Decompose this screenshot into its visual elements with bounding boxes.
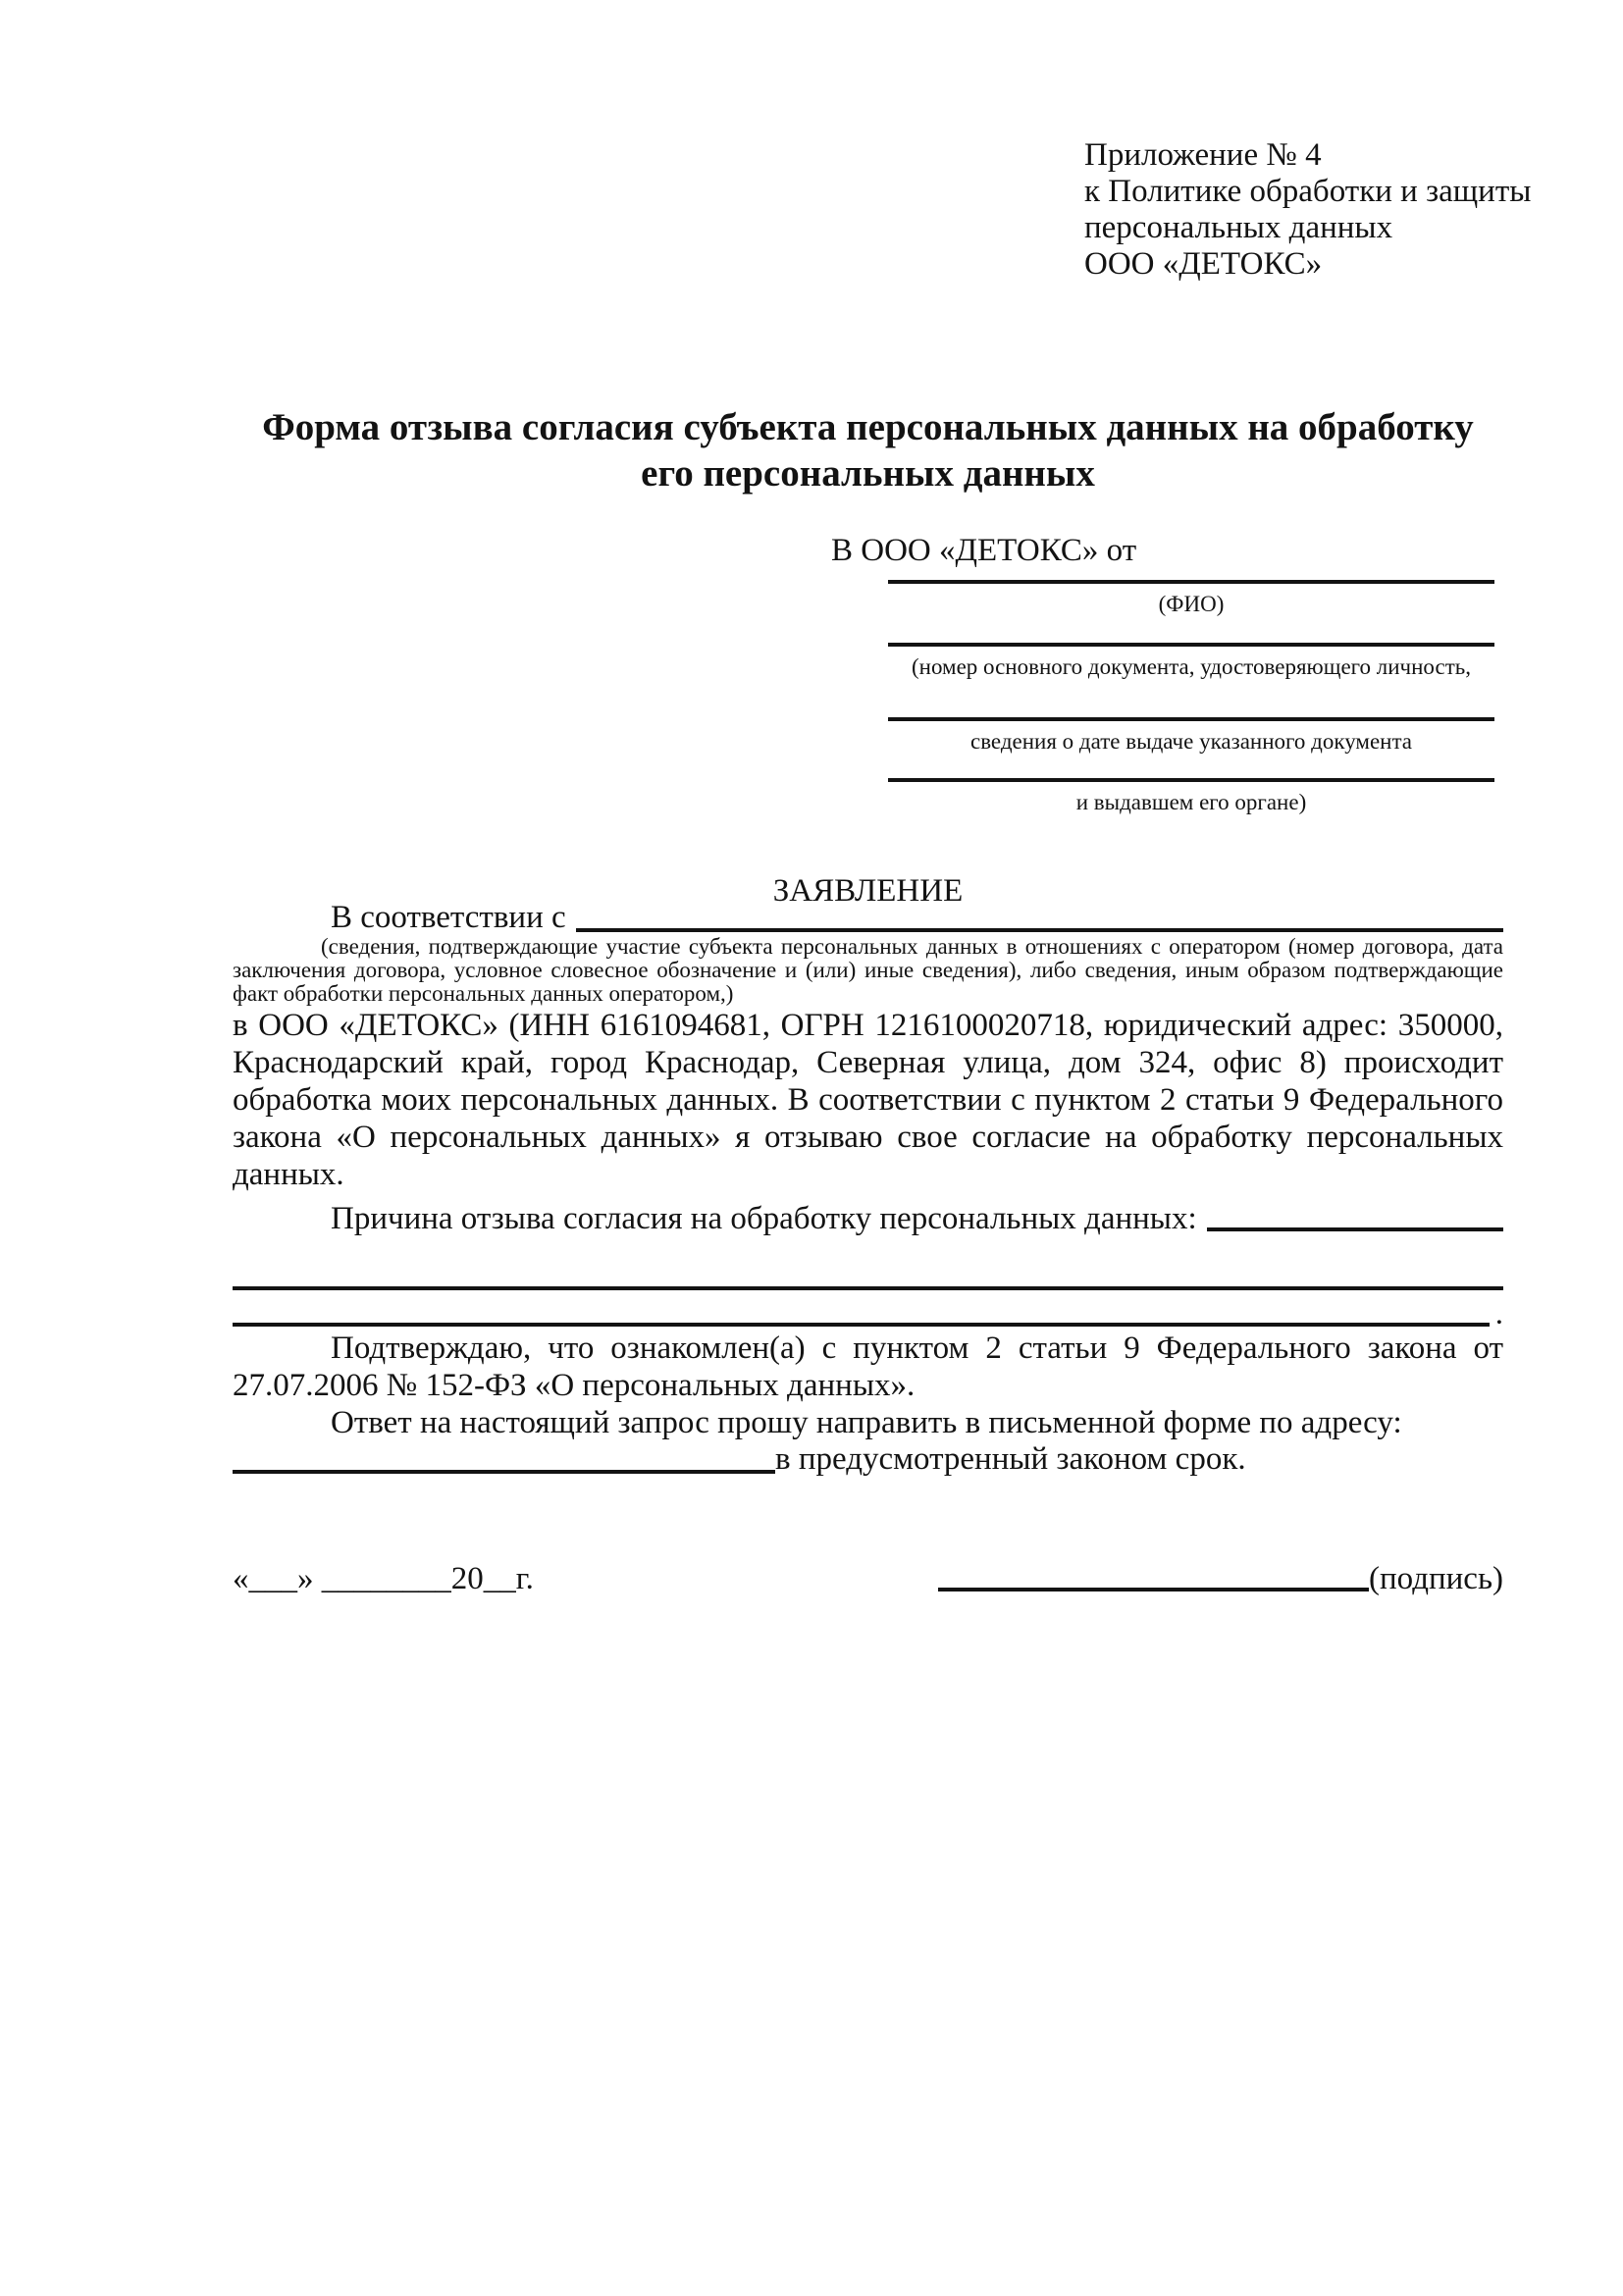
header-block [1084, 137, 1531, 283]
document-title: Форма отзыва согласия субъекта персональных данных на обработку его персональных данных [262, 406, 1474, 495]
statement-heading: ЗАЯВЛЕНИЕ [772, 873, 964, 909]
intro-prefix: В соответствии с [331, 900, 566, 935]
body-paragraph: в ООО «ДЕТОКС» (ИНН 6161094681, ОГРН 1216100020718, юридический адрес: 350000, Краснодарский край, город Краснодар, Северная улица, дом 324, офис 8) происходит обработка моих персональных данных. В соответствии с пунктом 2 статьи 9 Федерального закона «О персональных данных» я отзываю свое согласие на обработку персональных данных. [233, 1008, 1503, 1192]
intro-blank-line [576, 899, 1503, 932]
response-paragraph: Ответ на настоящий запрос прошу направить в письменной форме по адресу: [331, 1405, 1402, 1440]
footnote-text: (сведения, подтверждающие участие субъекта персональных данных в отношениях с оператором (номер договора, дата заключения договора, условное словесное обозначение и (или) иные сведения), либо сведения, иным образом подтверждающие факт обработки персональных данных оператором,) [233, 934, 1503, 1006]
confirmation-paragraph: Подтверждаю, что ознакомлен(а) с пунктом 2 статьи 9 Федерального закона от 27.07.2006 № 152-ФЗ «О персональных данных». [233, 1331, 1503, 1403]
intro-line [233, 899, 1503, 936]
header-line: Приложение № 4 [1084, 137, 1322, 173]
document-number-caption: (номер основного документа, удостоверяющего личность, [911, 654, 1471, 679]
issue-date-caption: сведения о дате выдаче указанного документа [969, 729, 1413, 754]
reason-blank-line-2 [233, 1286, 1503, 1290]
address-row [233, 1440, 1503, 1478]
fio-caption: (ФИО) [1158, 592, 1225, 616]
issue-date-blank-line [888, 717, 1494, 721]
issuing-authority-caption: и выдавшем его органе) [1075, 790, 1307, 814]
date-field: «___» ________20__г. [233, 1561, 534, 1596]
reason-blank-line [1207, 1200, 1503, 1231]
signature-row [938, 1560, 1503, 1597]
response-suffix: в предусмотренный законом срок. [775, 1441, 1246, 1477]
header-line: к Политике обработки и защиты [1084, 174, 1532, 209]
addressee-line: В ООО «ДЕТОКС» от [831, 533, 1137, 568]
fio-blank-line [888, 580, 1494, 584]
signature-blank-line [938, 1560, 1369, 1592]
reason-blank-row-3 [233, 1295, 1503, 1332]
reason-label: Причина отзыва согласия на обработку персональных данных: [331, 1201, 1197, 1236]
header-line: ООО «ДЕТОКС» [1084, 246, 1323, 282]
issuing-authority-blank-line [888, 778, 1494, 782]
address-blank-line [233, 1440, 775, 1474]
document-number-blank-line [888, 643, 1494, 647]
header-line: персональных данных [1084, 210, 1393, 245]
reason-line [233, 1200, 1503, 1237]
reason-blank-line-3 [233, 1295, 1490, 1327]
reason-blank-suffix: . [1494, 1296, 1503, 1331]
signature-caption: (подпись) [1369, 1561, 1503, 1596]
